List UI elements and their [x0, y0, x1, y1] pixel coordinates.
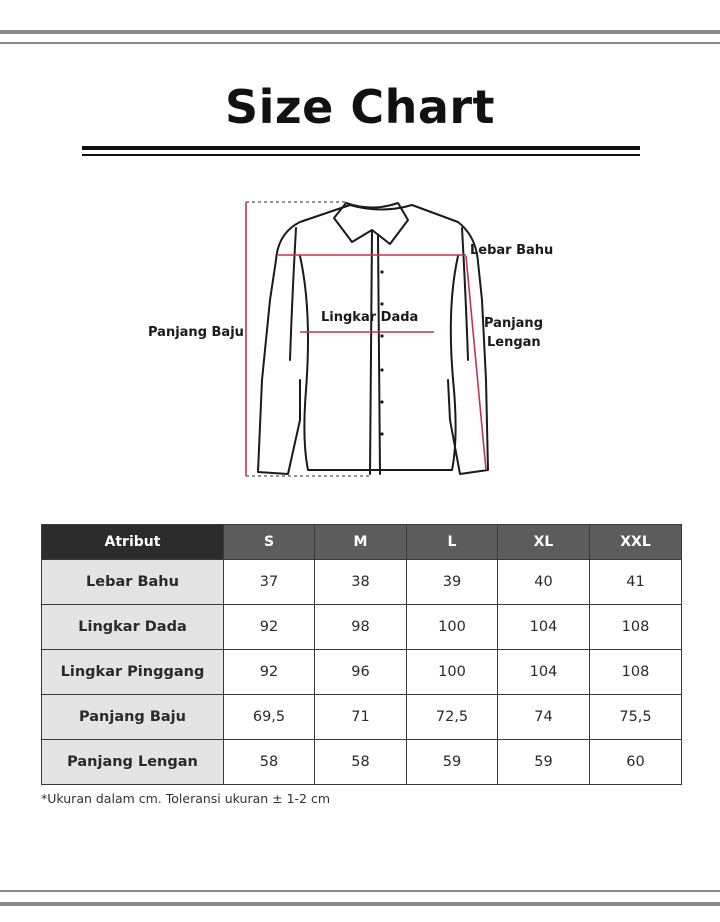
table-cell: 39 — [407, 560, 498, 605]
bottom-rule-thick — [0, 902, 720, 906]
table-row — [42, 650, 682, 695]
row-label: Lingkar Pinggang — [42, 650, 224, 695]
row-label: Lingkar Dada — [42, 605, 224, 650]
table-cell: 92 — [224, 605, 315, 650]
table-cell: 38 — [315, 560, 407, 605]
label-lebar-bahu: Lebar Bahu — [470, 243, 554, 258]
table-cell: 108 — [590, 605, 682, 650]
table-cell: 59 — [407, 740, 498, 785]
header-cell-size: M — [315, 525, 407, 560]
table-row — [42, 560, 682, 605]
table-cell: 60 — [590, 740, 682, 785]
table-header-row — [42, 525, 682, 560]
header-cell-atribut: Atribut — [42, 525, 224, 560]
title-underline-thick — [82, 146, 640, 150]
size-table — [41, 524, 682, 785]
panjang-lengan-line — [466, 256, 486, 470]
label-panjang-baju: Panjang Baju — [148, 325, 244, 340]
table-cell: 100 — [407, 650, 498, 695]
header-cell-size: XL — [498, 525, 590, 560]
table-cell: 41 — [590, 560, 682, 605]
header-cell-size: S — [224, 525, 315, 560]
table-cell: 75,5 — [590, 695, 682, 740]
shirt-outline — [258, 205, 488, 474]
label-panjang-lengan-2: Lengan — [487, 335, 541, 350]
table-cell: 108 — [590, 650, 682, 695]
table-cell: 59 — [498, 740, 590, 785]
row-label: Lebar Bahu — [42, 560, 224, 605]
table-row — [42, 695, 682, 740]
header-cell-size: L — [407, 525, 498, 560]
table-row — [42, 740, 682, 785]
top-rule-thin — [0, 42, 720, 44]
table-cell: 92 — [224, 650, 315, 695]
table-row — [42, 605, 682, 650]
table-cell: 74 — [498, 695, 590, 740]
table-cell: 40 — [498, 560, 590, 605]
table-cell: 37 — [224, 560, 315, 605]
title-underline-thin — [82, 154, 640, 156]
table-cell: 58 — [224, 740, 315, 785]
bottom-rule-thin — [0, 890, 720, 892]
label-lingkar-dada: Lingkar Dada — [321, 310, 419, 325]
row-label: Panjang Lengan — [42, 740, 224, 785]
table-cell: 72,5 — [407, 695, 498, 740]
table-cell: 96 — [315, 650, 407, 695]
table-cell: 104 — [498, 650, 590, 695]
table-cell: 69,5 — [224, 695, 315, 740]
table-cell: 98 — [315, 605, 407, 650]
top-rule-thick — [0, 30, 720, 34]
row-label: Panjang Baju — [42, 695, 224, 740]
table-cell: 71 — [315, 695, 407, 740]
tolerance-note: *Ukuran dalam cm. Toleransi ukuran ± 1-2 cm — [41, 791, 331, 806]
header-cell-size: XXL — [590, 525, 682, 560]
label-panjang-lengan-1: Panjang — [484, 316, 543, 331]
page-title: Size Chart — [224, 80, 496, 134]
table-cell: 104 — [498, 605, 590, 650]
shirt-diagram — [0, 190, 720, 490]
table-cell: 58 — [315, 740, 407, 785]
table-cell: 100 — [407, 605, 498, 650]
